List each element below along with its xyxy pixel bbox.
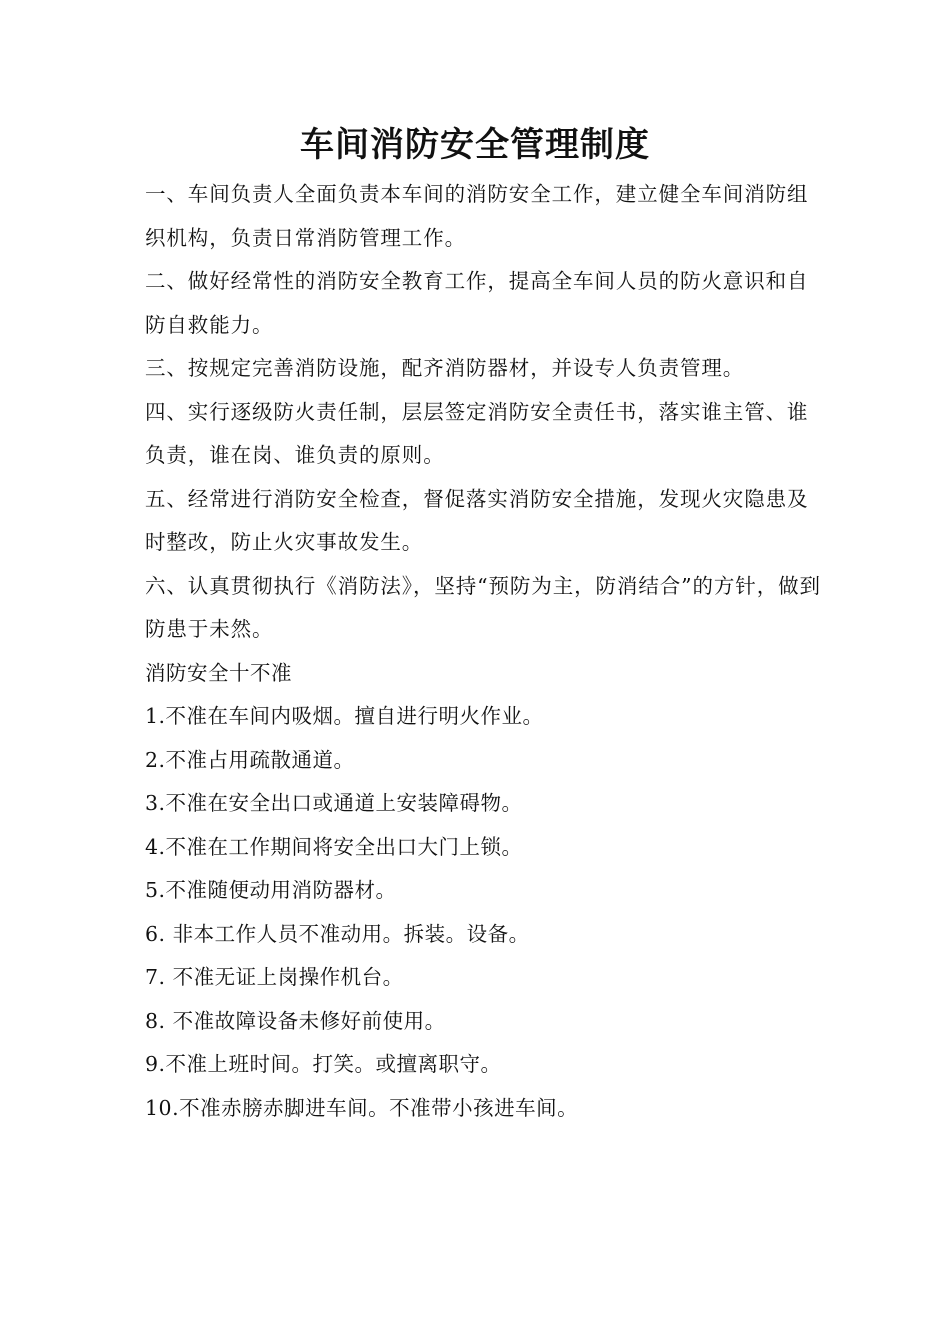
paragraph-6: 六、认真贯彻执行《消防法》，坚持“预防为主，防消结合”的方针，做到防患于未然。 xyxy=(145,573,821,641)
rules-list xyxy=(145,695,825,1130)
rules-heading: 消防安全十不准 xyxy=(145,660,292,685)
document-body xyxy=(145,173,825,1130)
paragraph-2: 二、做好经常性的消防安全教育工作，提高全车间人员的防火意识和自防自救能力。 xyxy=(145,269,809,337)
rule-item: 8. 不准故障设备未修好前使用。 xyxy=(145,1008,446,1033)
rule-item: 1.不准在车间内吸烟。擅自进行明火作业。 xyxy=(145,704,544,728)
rule-item: 2.不准占用疏散通道。 xyxy=(145,747,355,772)
paragraph-4: 四、实行逐级防火责任制，层层签定消防安全责任书，落实谁主管、谁负责，谁在岗、谁负责的原则。 xyxy=(145,399,809,467)
rule-item: 4.不准在工作期间将安全出口大门上锁。 xyxy=(145,834,523,859)
rule-item: 6. 非本工作人员不准动用。拆装。设备。 xyxy=(145,921,530,946)
paragraph-3: 三、按规定完善消防设施，配齐消防器材，并设专人负责管理。 xyxy=(145,356,745,380)
rule-item: 9.不准上班时间。打笑。或擅离职守。 xyxy=(145,1052,502,1076)
rule-item: 3.不准在安全出口或通道上安装障碍物。 xyxy=(145,791,523,815)
paragraph-1: 一、车间负责人全面负责本车间的消防安全工作，建立健全车间消防组织机构，负责日常消防管理工作。 xyxy=(145,182,809,250)
rule-item: 7. 不准无证上岗操作机台。 xyxy=(145,965,404,989)
document-title: 车间消防安全管理制度 xyxy=(300,124,650,165)
rule-item: 10.不准赤膀赤脚进车间。不准带小孩进车间。 xyxy=(145,1095,579,1120)
paragraph-5: 五、经常进行消防安全检查，督促落实消防安全措施，发现火灾隐患及时整改，防止火灾事故发生。 xyxy=(145,486,809,554)
rule-item: 5.不准随便动用消防器材。 xyxy=(145,878,397,902)
